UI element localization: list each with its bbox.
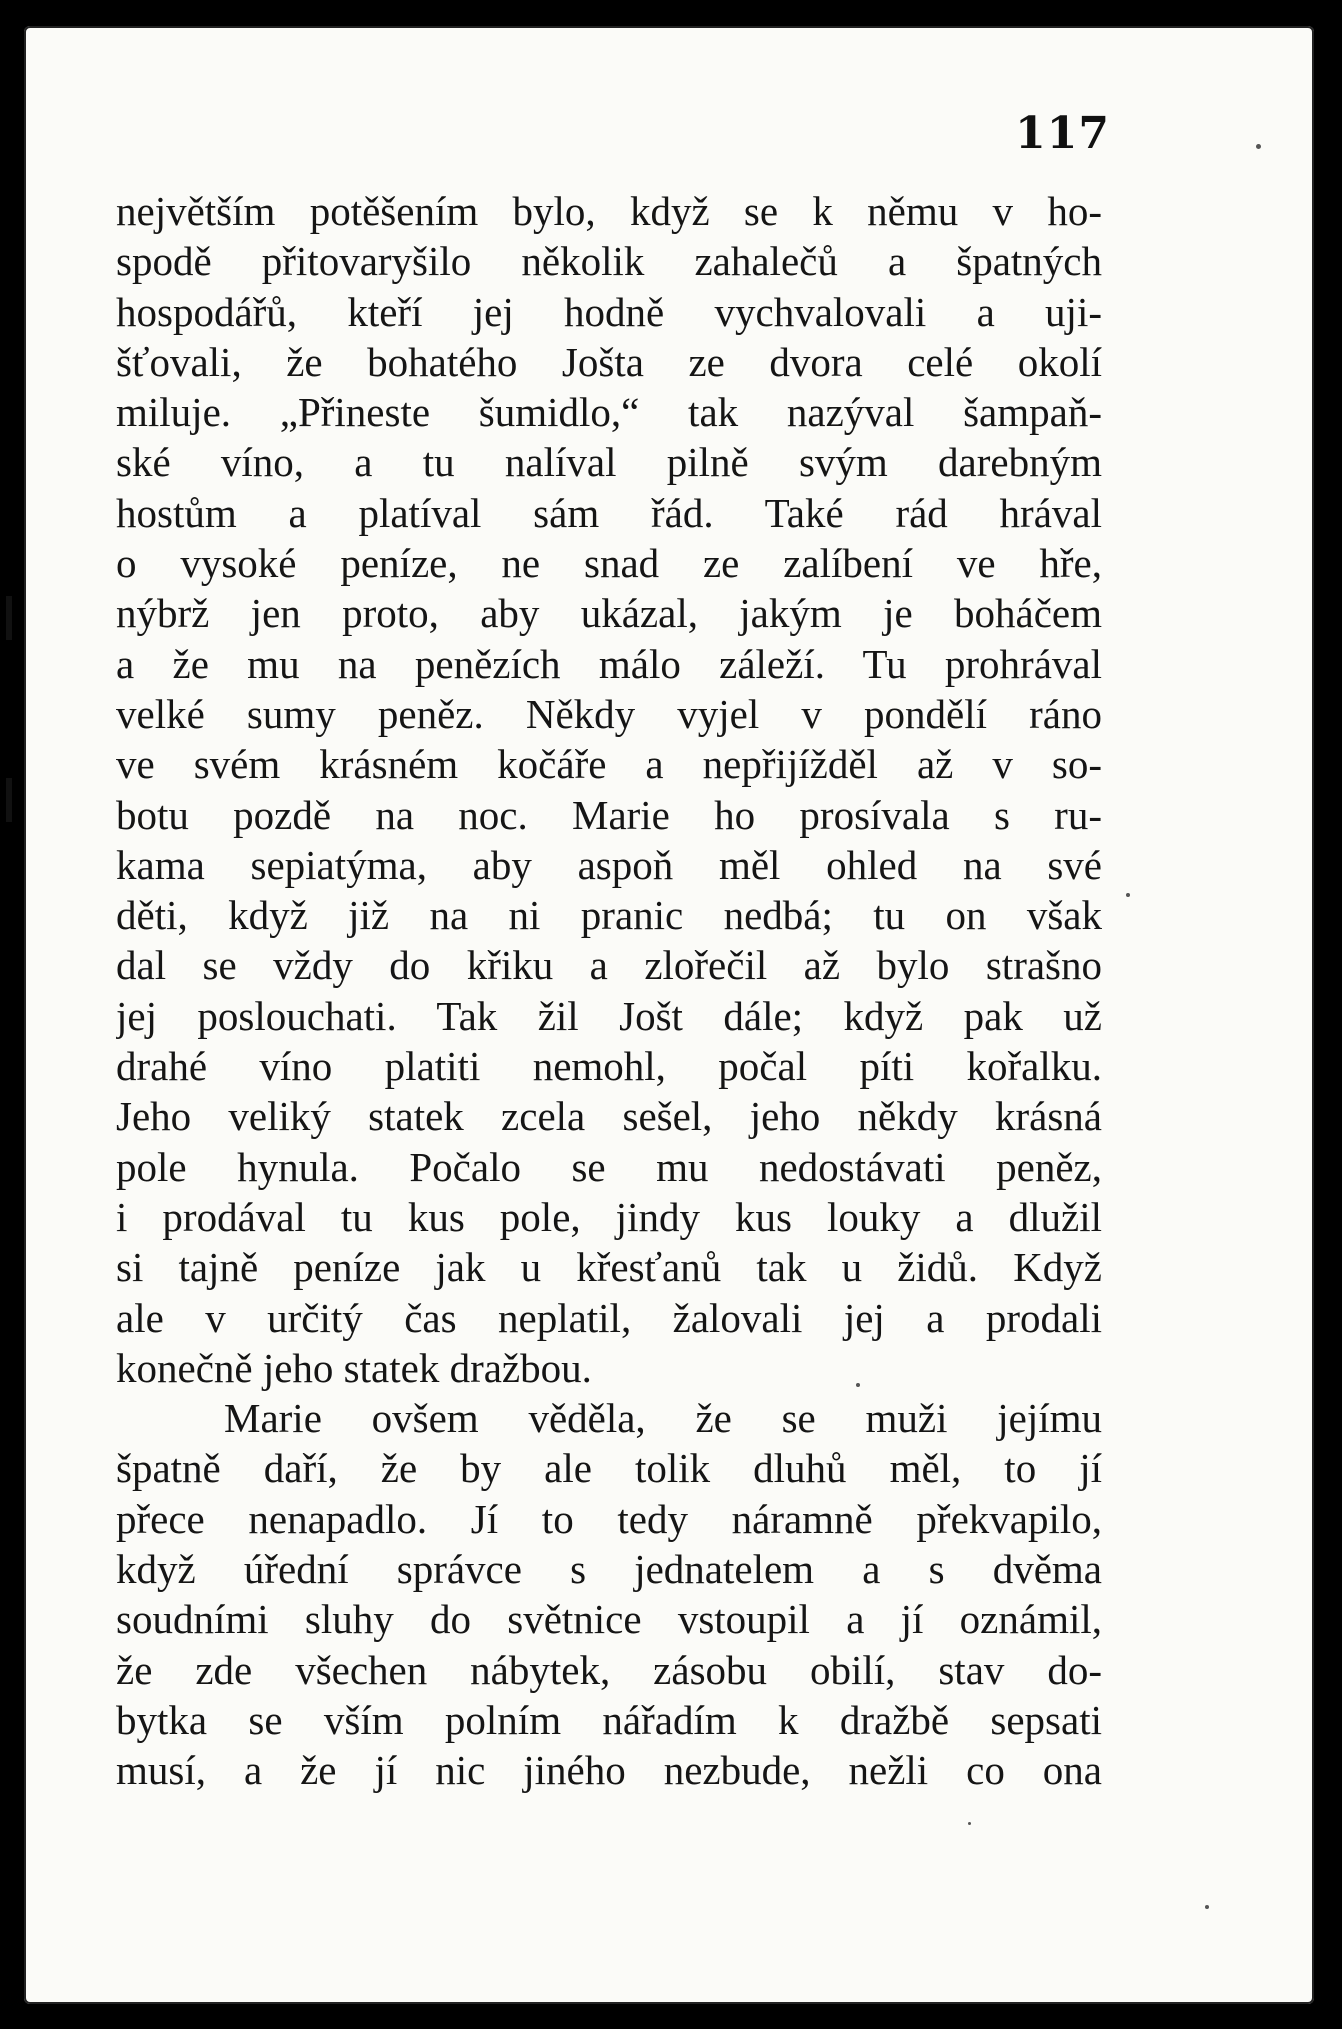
page-number: 117 [1015,108,1110,159]
scan-speck [1126,893,1130,897]
text-line: ské víno, a tu nalíval pilně svým darebným [116,439,1102,486]
text-line: pole hynula. Počalo se mu nedostávati peněz, [116,1143,1102,1190]
text-line: přece nenapadlo. Jí to tedy náramně překvapilo, [116,1495,1102,1542]
text-line: a že mu na penězích málo záleží. Tu prohrával [116,640,1102,687]
body-text [116,186,1102,1796]
text-line: že zde všechen nábytek, zásobu obilí, stav do- [116,1646,1102,1693]
text-line: hostům a platíval sám řád. Také rád hrával [116,489,1102,536]
text-line: jej poslouchati. Tak žil Jošt dále; když pak už [116,992,1102,1039]
text-line: bytka se vším polním nářadím k dražbě sepsati [116,1696,1102,1743]
scan-speck [1256,144,1261,149]
text-line: ve svém krásném kočáře a nepřijížděl až v so- [116,741,1102,788]
text-line: miluje. „Přineste šumidlo,“ tak nazýval šampaň- [116,389,1102,436]
text-line: drahé víno platiti nemohl, počal píti kořalku. [116,1043,1102,1090]
text-line: šťovali, že bohatého Jošta ze dvora celé okolí [116,338,1102,385]
scan-speck [856,1383,860,1387]
text-line: konečně jeho statek dražbou. [116,1344,592,1391]
paragraph-start-line: Marie ovšem věděla, že se muži jejímu [224,1395,1102,1442]
scan-speck [1205,1905,1209,1909]
text-line: ale v určitý čas neplatil, žalovali jej a prodali [116,1294,1102,1341]
text-line: děti, když již na ni pranic nedbá; tu on však [116,892,1102,939]
scan-edge-mark [6,778,12,822]
scan-edge-mark [6,596,12,640]
text-line: hospodářů, kteří jej hodně vychvalovali a uji- [116,288,1102,335]
text-line: největším potěšením bylo, když se k němu v ho- [116,188,1102,234]
text-line: špatně daří, že by ale tolik dluhů měl, to jí [116,1445,1102,1492]
text-line: dal se vždy do křiku a zlořečil až bylo strašno [116,942,1102,989]
text-line: soudními sluhy do světnice vstoupil a jí oznámil, [116,1596,1102,1643]
scan-speck [968,1822,971,1825]
text-line: i prodával tu kus pole, jindy kus louky a dlužil [116,1193,1102,1240]
text-line: velké sumy peněz. Někdy vyjel v pondělí ráno [116,690,1102,737]
text-line: spodě přitovaryšilo několik zahalečů a špatných [116,238,1102,285]
text-line: si tajně peníze jak u křesťanů tak u židů. Když [116,1244,1102,1291]
text-line: musí, a že jí nic jiného nezbude, nežli co ona [116,1747,1102,1794]
text-line: o vysoké peníze, ne snad ze zalíbení ve hře, [116,540,1102,587]
text-line: nýbrž jen proto, aby ukázal, jakým je boháčem [116,590,1102,637]
text-line: když úřední správce s jednatelem a s dvěma [116,1546,1102,1593]
text-line: kama sepiatýma, aby aspoň měl ohled na své [116,841,1102,888]
text-line: Jeho veliký statek zcela sešel, jeho někdy krásná [116,1093,1102,1140]
text-line: botu pozdě na noc. Marie ho prosívala s ru- [116,791,1102,838]
